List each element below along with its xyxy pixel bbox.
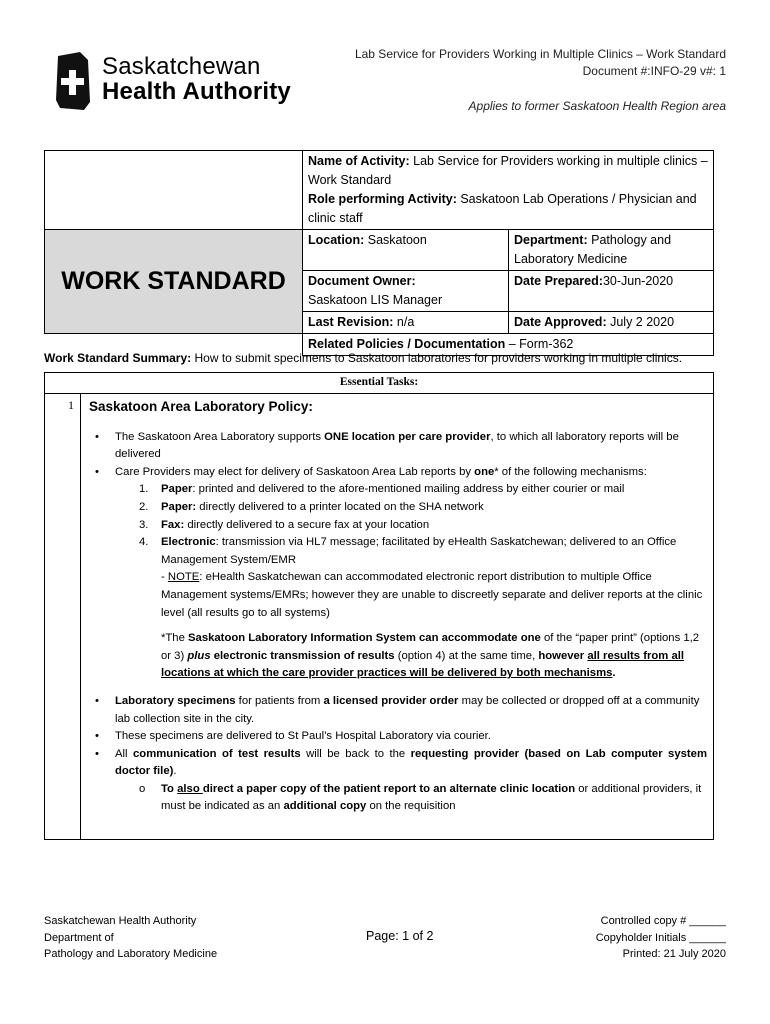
star-note [161,630,707,683]
info-table [44,150,714,356]
b3-bold: Laboratory specimens [115,694,236,707]
revision-value: n/a [396,315,415,329]
star-bold: electronic transmission of results [210,649,395,662]
star-text: of the “paper print” (options 1,2 or 3) [161,632,700,662]
sub-text: on the requisition [366,800,456,813]
list-item [89,728,707,746]
option-number: 3. [139,518,149,531]
related-value: – Form-362 [508,337,574,351]
option-label: Paper: [161,500,197,513]
task-number-column [45,394,81,839]
b3-text: may be collected or dropped off at a community lab collection site in the city. [115,694,700,725]
owner-value: Saskatoon LIS Manager [308,293,443,307]
star-period: . [612,667,616,680]
task-body [82,394,713,839]
option-text: : printed and delivered to the afore-mentioned mailing address by either courier or mail [192,483,625,496]
activity-label: Name of Activity: [308,154,410,168]
org-logo [54,50,294,112]
option-text: directly delivered to a printer located on the SHA network [196,500,484,513]
star-bold: Saskatoon Laboratory Information System can accommodate one [188,632,541,645]
option-item [139,499,707,517]
star-text: *The [161,632,189,645]
location-cell [303,230,509,271]
org-name-line2: Health Authority [102,78,291,105]
sub-underlined: also [177,782,203,795]
essential-tasks-table [44,372,714,840]
b5-text: will be back to the [300,747,411,760]
prepared-value: 30-Jun-2020 [602,274,674,288]
applies-to: Applies to former Saskatoon Health Region area [468,99,726,113]
option-item [139,517,707,535]
document-header [355,46,726,80]
option-label: Fax: [161,518,185,531]
footer-right [596,913,726,963]
sub-list-item [135,781,707,816]
controlled-copy: Controlled copy # ______ [600,915,726,927]
task-number: 1 [68,398,74,412]
work-standard-badge: WORK STANDARD [45,230,303,334]
b5-text: . [173,765,177,778]
blank-cell [45,151,303,230]
b5-bold: communication of test results [133,747,301,760]
option-number: 1. [139,483,149,496]
owner-label: Document Owner: [308,274,416,288]
department-label: Department: [514,233,588,247]
department-cell [509,230,714,271]
sub-text: or additional providers, it must be indicated as an [161,782,702,813]
policy-bullets [89,429,707,816]
sub-bold: direct a paper copy of the patient report to an alternate clinic location [202,782,576,795]
org-name-line1: Saskatchewan [102,53,261,80]
page-number: Page: 1 of 2 [366,929,434,943]
option-number: 2. [139,500,149,513]
org-name [102,54,291,104]
summary-text: How to submit specimens to Saskatoon laboratories for providers working in multiple clinics. [194,351,683,365]
b3-text: for patients from [235,694,324,707]
b2-post: * of the following mechanisms: [494,465,647,478]
star-bold: however [538,649,588,662]
sub-bold: To [161,782,178,795]
footer-division: Pathology and Laboratory Medicine [44,948,218,960]
b3-bold: a licensed provider order [323,694,459,707]
footer-org: Saskatchewan Health Authority [44,915,197,927]
list-item [89,746,707,816]
b2-bold: one [474,465,495,478]
b1-text: The Saskatoon Area Laboratory supports [115,430,325,443]
delivery-options [139,481,707,622]
b2-text: Care Providers may elect for delivery of Saskatoon Area Lab reports by [115,465,475,478]
note-text: : eHealth Saskatchewan can accommodated electronic report distribution to multiple Office Management systems/EMRs; however they are unable to discreetly separate and deliver reports at the clinic level (all results go to all systems) [161,571,703,619]
location-label: Location: [308,233,365,247]
activity-value: Lab Service for Providers working in multiple clinics – Work Standard [308,154,708,187]
document-title: Lab Service for Providers Working in Multiple Clinics – Work Standard [354,47,726,61]
note-prefix: - [161,571,168,584]
approved-cell [509,312,714,334]
role-label: Role performing Activity: [308,192,457,206]
option-text: : transmission via HL7 message; facilitated by eHealth Saskatchewan; delivered to an Office Management System/EMR [161,536,677,566]
approved-label: Date Approved: [514,315,607,329]
related-label: Related Policies / Documentation [308,337,506,351]
summary-label: Work Standard Summary: [44,351,192,365]
option-number: 4. [139,536,149,549]
activity-cell [303,151,714,230]
copyholder-initials: Copyholder Initials ______ [595,931,726,944]
sub-list [135,781,707,816]
printed-date: Printed: 21 July 2020 [622,948,726,960]
b4-text: These specimens are delivered to St Paul’s Hospital Laboratory via courier. [115,730,491,743]
location-value: Saskatoon [367,233,427,247]
revision-label: Last Revision: [308,315,394,329]
owner-cell [303,271,509,312]
b1-bold: ONE location per care provider [324,430,491,443]
list-item [89,693,707,728]
list-item [89,464,707,693]
role-value: Saskatoon Lab Operations / Physician and clinic staff [308,192,697,225]
option-label: Paper [161,483,193,496]
document-number: Document #:INFO-29 v#: 1 [582,64,726,78]
essential-tasks-header: Essential Tasks: [45,373,713,394]
b5-bold: requesting provider (based on Lab computer system doctor file) [115,747,707,778]
list-item [89,429,707,464]
department-value: Pathology and Laboratory Medicine [514,233,672,266]
star-plus: plus [187,649,211,662]
star-underlined: all results from all locations at which the care provider practices will be delivered by both mechanisms [161,649,685,680]
option-label: Electronic [161,536,216,549]
option-item [139,534,707,622]
approved-value: July 2 2020 [610,315,675,329]
b5-text: All [115,747,134,760]
prepared-label: Date Prepared: [514,274,603,288]
sha-cross-logo-icon [54,50,92,112]
prepared-cell [509,271,714,312]
option-text: directly delivered to a secure fax at your location [184,518,430,531]
work-standard-summary [44,349,724,367]
note-label: NOTE [167,571,200,584]
section-title: Saskatoon Area Laboratory Policy: [89,399,313,414]
footer-department: Department of [44,931,114,944]
sub-bold: additional copy [283,800,367,813]
b1-post: , to which all laboratory reports will be delivered [115,430,679,461]
star-text: (option 4) at the same time, [394,649,539,662]
footer-left [44,913,217,963]
option-item [139,481,707,499]
revision-cell [303,312,509,334]
